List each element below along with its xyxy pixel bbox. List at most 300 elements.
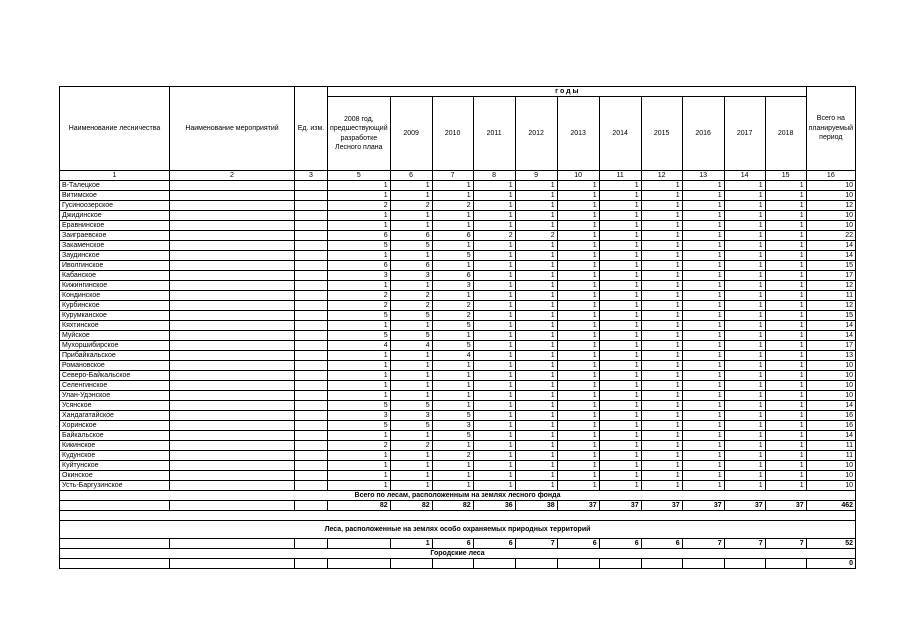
value-2015: 1 [641, 221, 682, 231]
unit-cell [295, 181, 328, 191]
value-2016: 1 [682, 351, 724, 361]
row-total: 10 [806, 381, 855, 391]
city-forests-value-2012 [515, 559, 557, 569]
value-2011: 1 [473, 251, 515, 261]
value-2017: 1 [724, 201, 765, 211]
value-2010: 1 [432, 391, 473, 401]
value-2014: 1 [599, 261, 641, 271]
column-number: 5 [328, 171, 391, 181]
activity-cell [170, 211, 295, 221]
value-2015: 1 [641, 241, 682, 251]
table-row [60, 421, 856, 431]
value-2014: 1 [599, 401, 641, 411]
table-row [60, 191, 856, 201]
activity-cell [170, 381, 295, 391]
value-2012: 1 [515, 321, 557, 331]
table-row [60, 181, 856, 191]
value-2009: 1 [390, 381, 432, 391]
value-2017: 1 [724, 181, 765, 191]
value-2016: 1 [682, 181, 724, 191]
value-2017: 1 [724, 221, 765, 231]
header-year-2012: 2012 [515, 97, 557, 171]
value-2009: 1 [390, 321, 432, 331]
activity-cell [170, 291, 295, 301]
forest-fund-summary-title: Всего по лесам, расположенным на землях лесного фонда [60, 491, 856, 501]
value-2009: 1 [390, 281, 432, 291]
value-2018: 1 [765, 291, 806, 301]
protected-total: 52 [806, 539, 855, 549]
value-2012: 1 [515, 421, 557, 431]
forestry-name: Заиграевское [60, 231, 170, 241]
table-row [60, 221, 856, 231]
column-number: 3 [295, 171, 328, 181]
value-2010: 1 [432, 261, 473, 271]
value-2017: 1 [724, 481, 765, 491]
forestry-name: Прибайкальское [60, 351, 170, 361]
value-2011: 1 [473, 461, 515, 471]
value-2009: 2 [390, 441, 432, 451]
header-year-2015: 2015 [641, 97, 682, 171]
value-2016: 1 [682, 431, 724, 441]
value-2014: 1 [599, 321, 641, 331]
forestry-name: Курумканское [60, 311, 170, 321]
city-forests-title-row [60, 549, 856, 559]
value-2018: 1 [765, 321, 806, 331]
forestry-name: Кикинское [60, 441, 170, 451]
forest-fund-summary-value-2010: 82 [432, 501, 473, 511]
forest-fund-summary-value-2011: 36 [473, 501, 515, 511]
activity-cell [170, 391, 295, 401]
value-2012: 1 [515, 281, 557, 291]
unit-cell [295, 481, 328, 491]
value-2014: 1 [599, 351, 641, 361]
value-2012: 1 [515, 331, 557, 341]
unit-cell [295, 361, 328, 371]
forestry-name: Усть-Баргузинское [60, 481, 170, 491]
value-2016: 1 [682, 371, 724, 381]
value-2009: 1 [390, 431, 432, 441]
value-2013: 1 [557, 251, 599, 261]
forestry-name: Закаменское [60, 241, 170, 251]
activity-cell [170, 281, 295, 291]
value-2015: 1 [641, 251, 682, 261]
row-total: 10 [806, 191, 855, 201]
value-2018: 1 [765, 351, 806, 361]
value-2015: 1 [641, 211, 682, 221]
unit-cell [295, 461, 328, 471]
value-2012: 1 [515, 471, 557, 481]
value-2015: 1 [641, 401, 682, 411]
value-2008: 3 [328, 271, 391, 281]
value-2009: 6 [390, 231, 432, 241]
value-2011: 1 [473, 411, 515, 421]
value-2016: 1 [682, 291, 724, 301]
value-2015: 1 [641, 191, 682, 201]
unit-cell [295, 331, 328, 341]
row-total: 16 [806, 411, 855, 421]
forestry-name: Гусиноозерское [60, 201, 170, 211]
row-total: 12 [806, 201, 855, 211]
value-2011: 1 [473, 361, 515, 371]
value-2013: 1 [557, 231, 599, 241]
value-2012: 1 [515, 241, 557, 251]
row-total: 13 [806, 351, 855, 361]
value-2010: 5 [432, 341, 473, 351]
value-2011: 1 [473, 431, 515, 441]
value-2013: 1 [557, 401, 599, 411]
value-2017: 1 [724, 261, 765, 271]
protected-value-2012: 7 [515, 539, 557, 549]
value-2015: 1 [641, 231, 682, 241]
value-2017: 1 [724, 191, 765, 201]
value-2017: 1 [724, 401, 765, 411]
value-2008: 1 [328, 191, 391, 201]
activity-cell [170, 191, 295, 201]
value-2009: 1 [390, 361, 432, 371]
value-2014: 1 [599, 241, 641, 251]
value-2017: 1 [724, 291, 765, 301]
value-2018: 1 [765, 311, 806, 321]
city-forests-value-2015 [641, 559, 682, 569]
value-2016: 1 [682, 461, 724, 471]
value-2011: 1 [473, 321, 515, 331]
unit-cell [295, 411, 328, 421]
table-row [60, 471, 856, 481]
value-2014: 1 [599, 381, 641, 391]
table-row [60, 311, 856, 321]
value-2010: 2 [432, 311, 473, 321]
row-total: 10 [806, 181, 855, 191]
value-2015: 1 [641, 411, 682, 421]
value-2016: 1 [682, 401, 724, 411]
unit-cell [295, 341, 328, 351]
value-2015: 1 [641, 481, 682, 491]
value-2016: 1 [682, 481, 724, 491]
value-2016: 1 [682, 361, 724, 371]
unit-cell [295, 441, 328, 451]
value-2014: 1 [599, 291, 641, 301]
value-2013: 1 [557, 451, 599, 461]
value-2013: 1 [557, 311, 599, 321]
value-2017: 1 [724, 341, 765, 351]
section-activity-cell [170, 559, 295, 569]
activity-cell [170, 371, 295, 381]
value-2010: 1 [432, 461, 473, 471]
unit-cell [295, 291, 328, 301]
value-2012: 1 [515, 401, 557, 411]
table-row [60, 231, 856, 241]
value-2009: 1 [390, 191, 432, 201]
value-2013: 1 [557, 301, 599, 311]
value-2011: 1 [473, 391, 515, 401]
value-2015: 1 [641, 331, 682, 341]
value-2018: 1 [765, 421, 806, 431]
unit-cell [295, 201, 328, 211]
value-2011: 1 [473, 401, 515, 411]
row-total: 14 [806, 241, 855, 251]
activity-cell [170, 201, 295, 211]
protected-territories-title: Леса, расположенные на землях особо охраняемых природных территорий [60, 521, 856, 539]
value-2017: 1 [724, 351, 765, 361]
row-total: 10 [806, 461, 855, 471]
value-2013: 1 [557, 181, 599, 191]
value-2009: 1 [390, 181, 432, 191]
row-total: 14 [806, 251, 855, 261]
city-forests-value-2011 [473, 559, 515, 569]
value-2016: 1 [682, 261, 724, 271]
value-2012: 2 [515, 231, 557, 241]
value-2013: 1 [557, 381, 599, 391]
activity-cell [170, 481, 295, 491]
activity-cell [170, 451, 295, 461]
value-2010: 2 [432, 451, 473, 461]
value-2012: 1 [515, 371, 557, 381]
table-row [60, 431, 856, 441]
value-2013: 1 [557, 281, 599, 291]
value-2011: 1 [473, 441, 515, 451]
activity-cell [170, 221, 295, 231]
row-total: 15 [806, 261, 855, 271]
table-row [60, 261, 856, 271]
value-2008: 2 [328, 201, 391, 211]
activity-cell [170, 331, 295, 341]
value-2015: 1 [641, 361, 682, 371]
header-year-2017: 2017 [724, 97, 765, 171]
forestry-name: Кудунское [60, 451, 170, 461]
value-2010: 1 [432, 471, 473, 481]
column-number: 9 [515, 171, 557, 181]
value-2008: 5 [328, 311, 391, 321]
table-row [60, 251, 856, 261]
row-total: 10 [806, 481, 855, 491]
column-number: 13 [682, 171, 724, 181]
forestry-name: Окинское [60, 471, 170, 481]
value-2011: 1 [473, 341, 515, 351]
value-2012: 1 [515, 261, 557, 271]
value-2018: 1 [765, 181, 806, 191]
value-2011: 1 [473, 331, 515, 341]
value-2017: 1 [724, 301, 765, 311]
column-number: 6 [390, 171, 432, 181]
unit-cell [295, 451, 328, 461]
value-2011: 1 [473, 211, 515, 221]
unit-cell [295, 431, 328, 441]
value-2009: 5 [390, 421, 432, 431]
value-2017: 1 [724, 271, 765, 281]
value-2012: 1 [515, 201, 557, 211]
value-2011: 1 [473, 311, 515, 321]
value-2012: 1 [515, 181, 557, 191]
value-2018: 1 [765, 301, 806, 311]
value-2009: 2 [390, 291, 432, 301]
row-total: 14 [806, 321, 855, 331]
activity-cell [170, 421, 295, 431]
forestry-name: Мухоршибирское [60, 341, 170, 351]
value-2017: 1 [724, 431, 765, 441]
value-2013: 1 [557, 371, 599, 381]
value-2016: 1 [682, 281, 724, 291]
table-row [60, 241, 856, 251]
value-2015: 1 [641, 321, 682, 331]
forestry-name: Кяхтинское [60, 321, 170, 331]
value-2014: 1 [599, 211, 641, 221]
header-years-title: г о д ы [328, 87, 807, 97]
city-forests-value-2009 [390, 559, 432, 569]
value-2017: 1 [724, 281, 765, 291]
table-row [60, 321, 856, 331]
value-2016: 1 [682, 211, 724, 221]
activity-cell [170, 181, 295, 191]
unit-cell [295, 421, 328, 431]
value-2013: 1 [557, 221, 599, 231]
section-unit-cell [295, 539, 328, 549]
row-total: 10 [806, 471, 855, 481]
forest-fund-summary-value-2013: 37 [557, 501, 599, 511]
value-2009: 3 [390, 271, 432, 281]
city-forests-values-row [60, 559, 856, 569]
value-2015: 1 [641, 271, 682, 281]
unit-cell [295, 241, 328, 251]
value-2011: 1 [473, 261, 515, 271]
value-2010: 1 [432, 191, 473, 201]
city-forests-total: 0 [806, 559, 855, 569]
value-2014: 1 [599, 341, 641, 351]
value-2015: 1 [641, 371, 682, 381]
value-2010: 1 [432, 371, 473, 381]
value-2013: 1 [557, 321, 599, 331]
unit-cell [295, 221, 328, 231]
value-2009: 1 [390, 471, 432, 481]
forestry-name: Кижингинское [60, 281, 170, 291]
value-2009: 6 [390, 261, 432, 271]
forestry-name: Кондинское [60, 291, 170, 301]
value-2014: 1 [599, 411, 641, 421]
value-2013: 1 [557, 241, 599, 251]
table-row [60, 411, 856, 421]
value-2012: 1 [515, 291, 557, 301]
unit-cell [295, 271, 328, 281]
row-total: 12 [806, 281, 855, 291]
value-2008: 2 [328, 291, 391, 301]
value-2011: 1 [473, 421, 515, 431]
value-2008: 1 [328, 211, 391, 221]
section-unit-cell [295, 501, 328, 511]
column-number: 15 [765, 171, 806, 181]
header-year-2013: 2013 [557, 97, 599, 171]
value-2013: 1 [557, 191, 599, 201]
value-2008: 5 [328, 331, 391, 341]
value-2018: 1 [765, 251, 806, 261]
forestry-name: Романовское [60, 361, 170, 371]
table-row [60, 451, 856, 461]
value-2018: 1 [765, 211, 806, 221]
value-2017: 1 [724, 451, 765, 461]
forestry-name: Кабанское [60, 271, 170, 281]
value-2015: 1 [641, 471, 682, 481]
value-2018: 1 [765, 231, 806, 241]
value-2011: 1 [473, 471, 515, 481]
value-2018: 1 [765, 481, 806, 491]
value-2011: 1 [473, 271, 515, 281]
value-2014: 1 [599, 431, 641, 441]
row-total: 14 [806, 331, 855, 341]
value-2012: 1 [515, 411, 557, 421]
value-2018: 1 [765, 451, 806, 461]
value-2015: 1 [641, 201, 682, 211]
activity-cell [170, 361, 295, 371]
value-2008: 1 [328, 371, 391, 381]
forestry-name: Улан-Удэнское [60, 391, 170, 401]
value-2014: 1 [599, 471, 641, 481]
value-2017: 1 [724, 331, 765, 341]
table-row [60, 211, 856, 221]
value-2016: 1 [682, 191, 724, 201]
value-2018: 1 [765, 411, 806, 421]
value-2009: 1 [390, 221, 432, 231]
value-2018: 1 [765, 271, 806, 281]
activity-cell [170, 341, 295, 351]
section-name-cell [60, 501, 170, 511]
table-row [60, 381, 856, 391]
value-2012: 1 [515, 211, 557, 221]
value-2013: 1 [557, 211, 599, 221]
forest-fund-summary-values-row [60, 501, 856, 511]
value-2016: 1 [682, 341, 724, 351]
value-2014: 1 [599, 441, 641, 451]
value-2016: 1 [682, 311, 724, 321]
value-2013: 1 [557, 411, 599, 421]
value-2012: 1 [515, 221, 557, 231]
value-2008: 1 [328, 381, 391, 391]
column-number: 16 [806, 171, 855, 181]
value-2016: 1 [682, 271, 724, 281]
spacer-row [60, 511, 856, 521]
unit-cell [295, 471, 328, 481]
value-2009: 4 [390, 341, 432, 351]
protected-value-2013: 6 [557, 539, 599, 549]
value-2012: 1 [515, 361, 557, 371]
forestry-name: Куйтунское [60, 461, 170, 471]
table-row [60, 331, 856, 341]
value-2015: 1 [641, 431, 682, 441]
value-2011: 1 [473, 191, 515, 201]
column-number: 11 [599, 171, 641, 181]
value-2017: 1 [724, 311, 765, 321]
value-2013: 1 [557, 261, 599, 271]
value-2008: 1 [328, 221, 391, 231]
value-2009: 1 [390, 461, 432, 471]
value-2015: 1 [641, 441, 682, 451]
value-2014: 1 [599, 251, 641, 261]
value-2018: 1 [765, 191, 806, 201]
value-2010: 2 [432, 201, 473, 211]
forestry-name: Заудинское [60, 251, 170, 261]
value-2008: 1 [328, 431, 391, 441]
value-2014: 1 [599, 301, 641, 311]
value-2010: 1 [432, 221, 473, 231]
value-2015: 1 [641, 311, 682, 321]
forestry-name: Иволгинское [60, 261, 170, 271]
value-2018: 1 [765, 221, 806, 231]
value-2016: 1 [682, 241, 724, 251]
city-forests-value-2014 [599, 559, 641, 569]
city-forests-value-2017 [724, 559, 765, 569]
activity-cell [170, 251, 295, 261]
protected-value-2017: 7 [724, 539, 765, 549]
value-2017: 1 [724, 441, 765, 451]
table-row [60, 401, 856, 411]
row-total: 17 [806, 271, 855, 281]
